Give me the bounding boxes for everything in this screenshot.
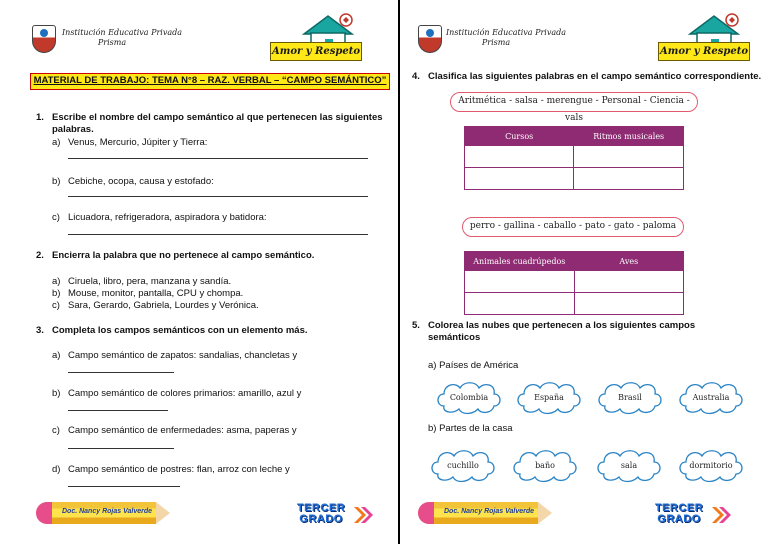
q3-item-d: d) Campo semántico de postres: flan, arroz con leche y	[52, 464, 290, 475]
q3-item-c: c) Campo semántico de enfermedades: asma, paperas y	[52, 425, 297, 436]
chevron-right-icon	[352, 505, 374, 525]
answer-line[interactable]	[68, 410, 168, 411]
question-2: 2. Encierra la palabra que no pertenece al campo semántico.	[36, 250, 315, 261]
cloud-house-part[interactable]: baño	[510, 448, 580, 484]
q1-item-a: a) Venus, Mercurio, Júpiter y Tierra:	[52, 137, 208, 148]
cloud-house-part[interactable]: dormitorio	[676, 448, 746, 484]
teacher-pencil-banner	[36, 502, 156, 524]
answer-line[interactable]	[68, 448, 174, 449]
worksheet-title: MATERIAL DE TRABAJO: TEMA N°8 – RAZ. VERBAL – “CAMPO SEMÁNTICO”	[30, 73, 390, 90]
answer-cell[interactable]	[465, 271, 575, 293]
institution-subname: Prisma	[97, 38, 127, 47]
q5-part-a-label: a) Países de América	[428, 360, 519, 371]
answer-line[interactable]	[68, 158, 368, 159]
table-header: Ritmos musicales	[574, 127, 684, 146]
school-crest-icon	[32, 25, 56, 53]
institution-subname: Prisma	[481, 38, 511, 47]
right-page	[400, 0, 768, 544]
answer-cell[interactable]	[465, 146, 574, 168]
question-text: Escribe el nombre del campo semántico al que pertenecen las siguientes	[52, 112, 383, 123]
teacher-pencil-banner	[418, 502, 538, 524]
word-list-2: perro - gallina - caballo - pato - gato - paloma	[462, 217, 684, 237]
question-text-cont: palabras.	[52, 124, 94, 135]
teacher-name: Doc. Nancy Rojas Valverde	[444, 508, 535, 515]
school-crest-icon	[418, 25, 442, 53]
q5-part-b-label: b) Partes de la casa	[428, 423, 513, 434]
teacher-name: Doc. Nancy Rojas Valverde	[62, 508, 153, 515]
q1-item-b: b) Cebiche, ocopa, causa y estofado:	[52, 176, 214, 187]
question-5: 5. Colorea las nubes que pertenecen a los siguientes campos semánticos	[412, 320, 696, 343]
cloud-house-part[interactable]: cuchillo	[428, 448, 498, 484]
motto-banner: Amor y Respeto	[658, 42, 750, 61]
chevron-right-icon	[710, 505, 732, 525]
q3-item-b: b) Campo semántico de colores primarios: amarillo, azul y	[52, 388, 302, 399]
answer-cell[interactable]	[574, 168, 684, 190]
answer-line[interactable]	[68, 196, 368, 197]
grade-logo: TERCER GRADO	[296, 502, 346, 525]
question-4: 4. Clasifica las siguientes palabras en el campo semántico correspondiente.	[412, 71, 762, 82]
cloud-country[interactable]: España	[514, 380, 584, 416]
cloud-country[interactable]: Australia	[676, 380, 746, 416]
table-header: Cursos	[465, 127, 574, 146]
institution-name: Institución Educativa Privada	[446, 28, 567, 37]
answer-cell[interactable]	[574, 146, 684, 168]
question-1	[36, 112, 386, 136]
grade-logo: TERCER GRADO	[654, 502, 704, 525]
question-number: 1.	[36, 112, 44, 123]
cloud-country[interactable]: Colombia	[434, 380, 504, 416]
table-header: Animales cuadrúpedos	[465, 252, 575, 271]
q3-item-a: a) Campo semántico de zapatos: sandalias, chancletas y	[52, 350, 298, 361]
answer-line[interactable]	[68, 486, 180, 487]
institution-name: Institución Educativa Privada	[62, 28, 183, 37]
q2-item-c[interactable]: c) Sara, Gerardo, Gabriela, Lourdes y Verónica.	[52, 300, 259, 311]
word-list-1: Aritmética - salsa - merengue - Personal - Ciencia - vals	[450, 92, 698, 112]
answer-cell[interactable]	[465, 168, 574, 190]
question-3: 3. Completa los campos semánticos con un elemento más.	[36, 325, 308, 336]
answer-cell[interactable]	[465, 293, 575, 315]
answer-cell[interactable]	[574, 271, 683, 293]
q2-item-b[interactable]: b) Mouse, monitor, pantalla, CPU y chompa.	[52, 288, 244, 299]
cloud-house-part[interactable]: sala	[594, 448, 664, 484]
motto-banner: Amor y Respeto	[270, 42, 362, 61]
table-header: Aves	[574, 252, 683, 271]
classification-table-2	[464, 251, 684, 315]
cloud-country[interactable]: Brasil	[595, 380, 665, 416]
answer-cell[interactable]	[574, 293, 683, 315]
classification-table-1	[464, 126, 684, 190]
q2-item-a[interactable]: a) Ciruela, libro, pera, manzana y sandía.	[52, 276, 232, 287]
answer-line[interactable]	[68, 372, 174, 373]
q1-item-c: c) Licuadora, refrigeradora, aspiradora y batidora:	[52, 212, 267, 223]
answer-line[interactable]	[68, 234, 368, 235]
